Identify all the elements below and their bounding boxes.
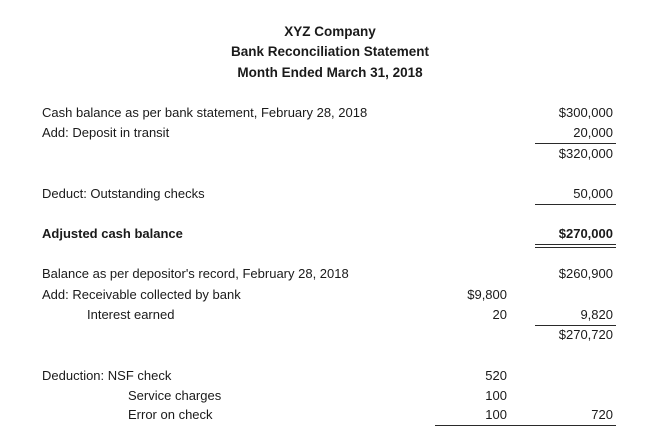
deposit-in-transit-amount: 20,000	[573, 125, 613, 140]
interest-earned-label: Interest earned	[87, 307, 175, 322]
bank-balance-amount: $300,000	[558, 105, 613, 120]
adjusted-balance-double-rule	[535, 244, 616, 248]
service-charges-amount: 100	[485, 388, 507, 403]
service-charges-label: Service charges	[128, 388, 222, 403]
statement-period: Month Ended March 31, 2018	[237, 65, 423, 80]
outstanding-checks-amount: 50,000	[573, 186, 613, 201]
bank-subtotal-amount: $320,000	[558, 146, 613, 161]
outstanding-checks-rule	[535, 204, 616, 205]
company-name: XYZ Company	[284, 24, 376, 39]
bank-subtotal-rule	[535, 143, 616, 144]
receivable-collected-amount: $9,800	[467, 287, 507, 302]
error-on-check-label: Error on check	[128, 407, 213, 422]
deductions-total-amount: 720	[591, 407, 613, 422]
adjusted-cash-balance-amount: $270,000	[558, 226, 613, 241]
book-balance-label: Balance as per depositor's record, February 28, 2018	[42, 266, 349, 281]
adjusted-cash-balance-label: Adjusted cash balance	[42, 226, 183, 241]
additions-total-amount: 9,820	[580, 307, 613, 322]
receivable-collected-label: Add: Receivable collected by bank	[42, 287, 241, 302]
bank-balance-label: Cash balance as per bank statement, February 28, 2018	[42, 105, 368, 120]
nsf-check-label: Deduction: NSF check	[42, 368, 172, 383]
book-subtotal-rule	[535, 325, 616, 326]
statement-title: Bank Reconciliation Statement	[230, 44, 430, 59]
deposit-in-transit-label: Add: Deposit in transit	[42, 125, 170, 140]
error-on-check-amount: 100	[485, 407, 507, 422]
outstanding-checks-label: Deduct: Outstanding checks	[42, 186, 205, 201]
book-subtotal-amount: $270,720	[558, 327, 613, 342]
book-balance-amount: $260,900	[558, 266, 613, 281]
nsf-check-amount: 520	[485, 368, 507, 383]
interest-earned-amount: 20	[492, 307, 507, 322]
deductions-bottom-rule	[435, 425, 616, 426]
